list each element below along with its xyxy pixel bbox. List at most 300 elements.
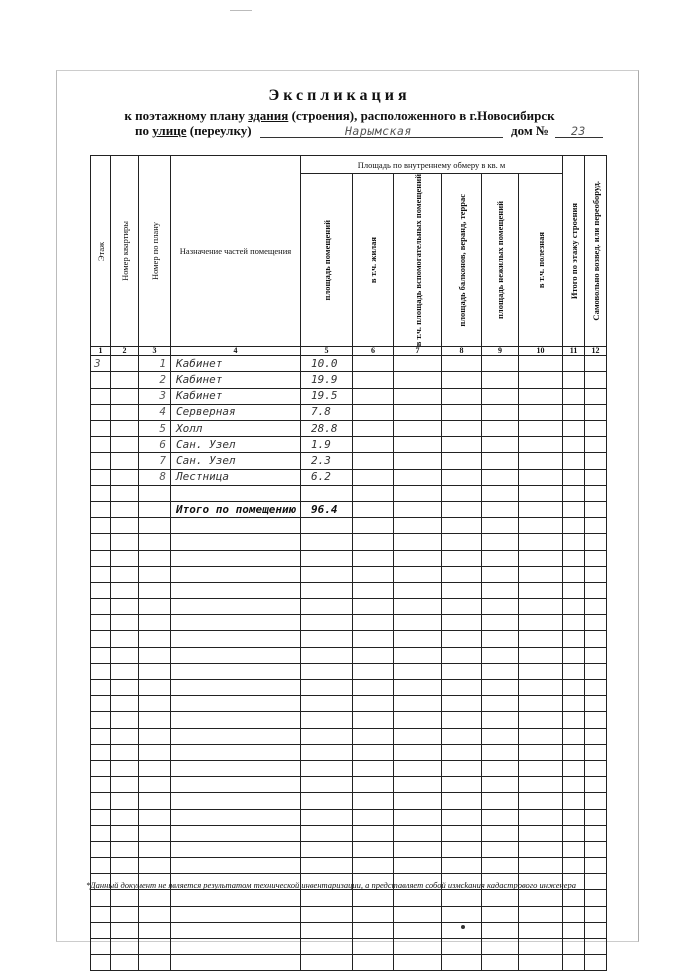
table-cell bbox=[482, 663, 519, 679]
table-cell bbox=[139, 809, 171, 825]
table-cell bbox=[91, 825, 111, 841]
table-cell bbox=[111, 906, 139, 922]
table-cell bbox=[442, 566, 482, 582]
area-cell: 1.9 bbox=[301, 437, 353, 453]
table-cell bbox=[563, 890, 585, 906]
plan-no-cell: 1 bbox=[139, 356, 171, 372]
table-cell bbox=[91, 712, 111, 728]
table-cell bbox=[301, 858, 353, 874]
table-cell bbox=[563, 615, 585, 631]
table-cell bbox=[353, 841, 394, 857]
document-title: Экспликация bbox=[268, 87, 411, 104]
table-cell bbox=[442, 858, 482, 874]
table-cell bbox=[482, 744, 519, 760]
table-cell bbox=[563, 680, 585, 696]
table-row bbox=[91, 566, 607, 582]
table-cell bbox=[394, 696, 442, 712]
table-row bbox=[91, 388, 607, 404]
table-cell bbox=[353, 825, 394, 841]
table-cell bbox=[139, 939, 171, 955]
table-row bbox=[91, 939, 607, 955]
table-cell bbox=[482, 680, 519, 696]
table-cell bbox=[394, 518, 442, 534]
table-cell bbox=[442, 955, 482, 971]
header-plan-no: Номер по плану bbox=[139, 156, 171, 347]
table-cell bbox=[394, 939, 442, 955]
table-cell bbox=[519, 615, 563, 631]
table-cell bbox=[482, 599, 519, 615]
table-cell bbox=[353, 744, 394, 760]
table-cell bbox=[171, 534, 301, 550]
table-cell bbox=[353, 421, 394, 437]
table-cell bbox=[111, 777, 139, 793]
floor-cell bbox=[91, 501, 111, 517]
table-row bbox=[91, 372, 607, 388]
table-cell bbox=[442, 760, 482, 776]
table-cell bbox=[171, 518, 301, 534]
table-cell bbox=[585, 809, 607, 825]
table-cell bbox=[353, 696, 394, 712]
table-cell bbox=[519, 712, 563, 728]
table-cell bbox=[442, 550, 482, 566]
table-cell bbox=[171, 906, 301, 922]
table-cell bbox=[111, 955, 139, 971]
table-cell bbox=[519, 825, 563, 841]
area-cell: 2.3 bbox=[301, 453, 353, 469]
purpose-cell: Кабинет bbox=[171, 388, 301, 404]
table-cell bbox=[139, 922, 171, 938]
table-cell bbox=[519, 469, 563, 485]
table-row bbox=[91, 647, 607, 663]
table-cell bbox=[563, 647, 585, 663]
subtitle-building: здания bbox=[248, 108, 289, 123]
header-area-total: площадь помещений bbox=[301, 174, 353, 347]
apartment-cell bbox=[111, 453, 139, 469]
table-cell bbox=[171, 550, 301, 566]
table-cell bbox=[353, 922, 394, 938]
table-cell bbox=[301, 906, 353, 922]
table-cell bbox=[139, 534, 171, 550]
table-cell bbox=[301, 485, 353, 501]
table-row bbox=[91, 453, 607, 469]
table-cell bbox=[353, 404, 394, 420]
header-balcony: площадь балконов, веранд, террас bbox=[442, 174, 482, 347]
floor-cell bbox=[91, 404, 111, 420]
table-cell bbox=[111, 809, 139, 825]
table-cell bbox=[353, 777, 394, 793]
table-cell bbox=[91, 777, 111, 793]
table-cell bbox=[394, 501, 442, 517]
table-cell bbox=[585, 760, 607, 776]
table-cell bbox=[353, 388, 394, 404]
table-cell bbox=[139, 631, 171, 647]
table-cell bbox=[353, 712, 394, 728]
table-cell bbox=[563, 922, 585, 938]
table-cell bbox=[442, 404, 482, 420]
table-cell bbox=[563, 356, 585, 372]
table-cell bbox=[139, 906, 171, 922]
plan-no-cell: 4 bbox=[139, 404, 171, 420]
table-cell bbox=[585, 890, 607, 906]
table-cell bbox=[585, 599, 607, 615]
table-cell bbox=[91, 760, 111, 776]
table-cell bbox=[394, 421, 442, 437]
table-cell bbox=[353, 356, 394, 372]
purpose-cell: Лестница bbox=[171, 469, 301, 485]
table-cell bbox=[442, 647, 482, 663]
table-row bbox=[91, 582, 607, 598]
table-cell bbox=[585, 777, 607, 793]
apartment-cell bbox=[111, 404, 139, 420]
table-body bbox=[91, 356, 607, 971]
table-cell bbox=[171, 922, 301, 938]
table-cell bbox=[353, 955, 394, 971]
table-cell bbox=[585, 728, 607, 744]
table-row bbox=[91, 421, 607, 437]
table-cell bbox=[519, 453, 563, 469]
table-cell bbox=[563, 631, 585, 647]
table-cell bbox=[442, 388, 482, 404]
table-cell bbox=[171, 599, 301, 615]
table-cell bbox=[91, 793, 111, 809]
colnum: 8 bbox=[442, 347, 482, 356]
table-cell bbox=[585, 858, 607, 874]
plan-no-cell: 3 bbox=[139, 388, 171, 404]
header-useful: в т.ч. полезная bbox=[519, 174, 563, 347]
house-value: 23 bbox=[571, 124, 586, 138]
table-cell bbox=[111, 534, 139, 550]
colnum: 3 bbox=[139, 347, 171, 356]
address-street-word: улице bbox=[152, 123, 187, 138]
column-number-row bbox=[91, 347, 607, 356]
table-cell bbox=[519, 922, 563, 938]
header-nonresidential: площадь нежилых помещений bbox=[482, 174, 519, 347]
table-cell bbox=[482, 437, 519, 453]
street-value: Нарымская bbox=[345, 124, 412, 138]
table-cell bbox=[442, 728, 482, 744]
table-cell bbox=[482, 421, 519, 437]
table-cell bbox=[442, 372, 482, 388]
table-cell bbox=[353, 728, 394, 744]
table-cell bbox=[353, 647, 394, 663]
table-cell bbox=[301, 890, 353, 906]
table-cell bbox=[482, 858, 519, 874]
total-label: Итого по помещению bbox=[171, 501, 301, 517]
table-cell bbox=[394, 906, 442, 922]
table-cell bbox=[482, 793, 519, 809]
table-cell bbox=[585, 518, 607, 534]
table-cell bbox=[301, 825, 353, 841]
table-cell bbox=[394, 841, 442, 857]
table-row bbox=[91, 663, 607, 679]
table-cell bbox=[111, 631, 139, 647]
table-cell bbox=[394, 356, 442, 372]
floor-cell bbox=[91, 469, 111, 485]
address-line bbox=[135, 123, 605, 143]
table-cell bbox=[301, 744, 353, 760]
address-prefix bbox=[135, 123, 252, 139]
table-cell bbox=[394, 760, 442, 776]
document-subtitle bbox=[0, 108, 679, 124]
table-cell bbox=[394, 680, 442, 696]
table-cell bbox=[519, 696, 563, 712]
table-cell bbox=[519, 631, 563, 647]
table-cell bbox=[353, 890, 394, 906]
table-cell bbox=[91, 955, 111, 971]
table-cell bbox=[394, 809, 442, 825]
table-cell bbox=[482, 404, 519, 420]
table-cell bbox=[519, 550, 563, 566]
colnum: 12 bbox=[585, 347, 607, 356]
colnum: 1 bbox=[91, 347, 111, 356]
table-cell bbox=[519, 372, 563, 388]
table-cell bbox=[111, 922, 139, 938]
apartment-cell bbox=[111, 388, 139, 404]
table-cell bbox=[91, 582, 111, 598]
plan-no-cell: 2 bbox=[139, 372, 171, 388]
table-cell bbox=[171, 955, 301, 971]
table-cell bbox=[442, 906, 482, 922]
table-cell bbox=[563, 437, 585, 453]
plan-no-cell: 8 bbox=[139, 469, 171, 485]
table-cell bbox=[394, 793, 442, 809]
table-cell bbox=[519, 647, 563, 663]
table-cell bbox=[585, 939, 607, 955]
table-cell bbox=[519, 388, 563, 404]
colnum: 9 bbox=[482, 347, 519, 356]
table-cell bbox=[139, 858, 171, 874]
table-cell bbox=[563, 501, 585, 517]
table-cell bbox=[301, 582, 353, 598]
table-cell bbox=[139, 647, 171, 663]
table-cell bbox=[139, 696, 171, 712]
table-row bbox=[91, 809, 607, 825]
purpose-cell: Холл bbox=[171, 421, 301, 437]
table-cell bbox=[394, 534, 442, 550]
table-cell bbox=[482, 582, 519, 598]
table-cell bbox=[353, 534, 394, 550]
table-cell bbox=[585, 566, 607, 582]
table-cell bbox=[353, 760, 394, 776]
table-cell bbox=[111, 680, 139, 696]
table-cell bbox=[519, 599, 563, 615]
table-cell bbox=[394, 485, 442, 501]
table-cell bbox=[394, 712, 442, 728]
table-cell bbox=[91, 534, 111, 550]
table-cell bbox=[519, 841, 563, 857]
table-cell bbox=[563, 453, 585, 469]
table-row bbox=[91, 615, 607, 631]
table-cell bbox=[442, 712, 482, 728]
table-cell bbox=[394, 663, 442, 679]
apartment-cell bbox=[111, 356, 139, 372]
apartment-cell bbox=[111, 469, 139, 485]
table-cell bbox=[482, 760, 519, 776]
table-cell bbox=[585, 501, 607, 517]
table-cell bbox=[482, 728, 519, 744]
table-cell bbox=[482, 890, 519, 906]
table-row bbox=[91, 760, 607, 776]
table-row bbox=[91, 728, 607, 744]
colnum: 11 bbox=[563, 347, 585, 356]
table-cell bbox=[171, 939, 301, 955]
table-row bbox=[91, 485, 607, 501]
table-row bbox=[91, 922, 607, 938]
table-cell bbox=[563, 404, 585, 420]
table-cell bbox=[139, 680, 171, 696]
table-cell bbox=[442, 518, 482, 534]
table-cell bbox=[519, 809, 563, 825]
table-cell bbox=[563, 906, 585, 922]
table-cell bbox=[394, 372, 442, 388]
table-cell bbox=[442, 744, 482, 760]
table-row bbox=[91, 437, 607, 453]
table-cell bbox=[111, 696, 139, 712]
header-self-built: Самовольно возвед. или переоборуд. bbox=[585, 156, 607, 347]
table-cell bbox=[139, 615, 171, 631]
table-cell bbox=[519, 906, 563, 922]
apartment-cell bbox=[111, 437, 139, 453]
table-cell bbox=[585, 825, 607, 841]
table-cell bbox=[585, 631, 607, 647]
table-cell bbox=[563, 518, 585, 534]
table-cell bbox=[519, 890, 563, 906]
table-cell bbox=[442, 356, 482, 372]
table-cell bbox=[442, 582, 482, 598]
table-cell bbox=[171, 777, 301, 793]
table-cell bbox=[111, 582, 139, 598]
table-cell bbox=[442, 485, 482, 501]
address-prefix1: по bbox=[135, 123, 153, 138]
table-cell bbox=[91, 485, 111, 501]
table-cell bbox=[585, 388, 607, 404]
table-cell bbox=[171, 809, 301, 825]
table-cell bbox=[482, 809, 519, 825]
table-cell bbox=[301, 550, 353, 566]
table-cell bbox=[111, 615, 139, 631]
table-cell bbox=[563, 421, 585, 437]
table-cell bbox=[353, 793, 394, 809]
table-cell bbox=[482, 647, 519, 663]
table-cell bbox=[482, 501, 519, 517]
table-cell bbox=[139, 582, 171, 598]
table-cell bbox=[301, 809, 353, 825]
apartment-cell bbox=[111, 421, 139, 437]
table-row bbox=[91, 858, 607, 874]
table-cell bbox=[585, 356, 607, 372]
table-cell bbox=[563, 663, 585, 679]
table-cell bbox=[353, 566, 394, 582]
purpose-cell: Сан. Узел bbox=[171, 453, 301, 469]
table-cell bbox=[585, 680, 607, 696]
table-cell bbox=[519, 518, 563, 534]
table-cell bbox=[139, 744, 171, 760]
table-cell bbox=[353, 372, 394, 388]
table-cell bbox=[482, 906, 519, 922]
table-cell bbox=[171, 858, 301, 874]
table-cell bbox=[301, 712, 353, 728]
table-cell bbox=[585, 372, 607, 388]
table-cell bbox=[394, 615, 442, 631]
table-cell bbox=[111, 566, 139, 582]
table-row bbox=[91, 469, 607, 485]
table-cell bbox=[139, 712, 171, 728]
table-cell bbox=[91, 841, 111, 857]
table-cell bbox=[353, 550, 394, 566]
apartment-cell bbox=[111, 501, 139, 517]
table-cell bbox=[585, 663, 607, 679]
table-cell bbox=[482, 485, 519, 501]
area-cell: 28.8 bbox=[301, 421, 353, 437]
table-cell bbox=[91, 615, 111, 631]
table-cell bbox=[171, 663, 301, 679]
table-cell bbox=[111, 825, 139, 841]
table-cell bbox=[394, 469, 442, 485]
table-cell bbox=[585, 696, 607, 712]
table-row bbox=[91, 890, 607, 906]
table-cell bbox=[519, 534, 563, 550]
table-cell bbox=[442, 421, 482, 437]
table-cell bbox=[482, 566, 519, 582]
table-cell bbox=[442, 680, 482, 696]
table-cell bbox=[111, 890, 139, 906]
table-cell bbox=[585, 615, 607, 631]
table-cell bbox=[482, 550, 519, 566]
table-cell bbox=[394, 728, 442, 744]
table-cell bbox=[519, 501, 563, 517]
table-cell bbox=[301, 939, 353, 955]
table-cell bbox=[139, 890, 171, 906]
table-cell bbox=[442, 809, 482, 825]
table-cell bbox=[585, 437, 607, 453]
table-cell bbox=[91, 696, 111, 712]
table-cell bbox=[111, 858, 139, 874]
table-cell bbox=[111, 793, 139, 809]
table-cell bbox=[139, 566, 171, 582]
table-cell bbox=[563, 566, 585, 582]
plan-no-cell: 6 bbox=[139, 437, 171, 453]
floor-cell bbox=[91, 437, 111, 453]
floor-cell: 3 bbox=[91, 356, 111, 372]
table-cell bbox=[585, 485, 607, 501]
table-cell bbox=[139, 825, 171, 841]
table-cell bbox=[301, 566, 353, 582]
table-cell bbox=[111, 518, 139, 534]
table-cell bbox=[519, 663, 563, 679]
table-cell bbox=[585, 469, 607, 485]
table-cell bbox=[111, 663, 139, 679]
table-cell bbox=[519, 421, 563, 437]
header-area-group: Площадь по внутреннему обмеру в кв. м bbox=[301, 156, 563, 174]
table-cell bbox=[519, 356, 563, 372]
purpose-cell: Кабинет bbox=[171, 356, 301, 372]
table-cell bbox=[585, 712, 607, 728]
table-cell bbox=[482, 453, 519, 469]
table-cell bbox=[91, 663, 111, 679]
table-cell bbox=[482, 356, 519, 372]
scan-dot bbox=[461, 925, 465, 929]
table-cell bbox=[353, 906, 394, 922]
explication-table bbox=[90, 155, 607, 971]
table-cell bbox=[171, 712, 301, 728]
table-cell bbox=[301, 680, 353, 696]
plan-no-cell bbox=[139, 501, 171, 517]
table-cell bbox=[442, 615, 482, 631]
table-cell bbox=[111, 760, 139, 776]
table-cell bbox=[91, 728, 111, 744]
table-cell bbox=[585, 744, 607, 760]
purpose-cell: Сан. Узел bbox=[171, 437, 301, 453]
